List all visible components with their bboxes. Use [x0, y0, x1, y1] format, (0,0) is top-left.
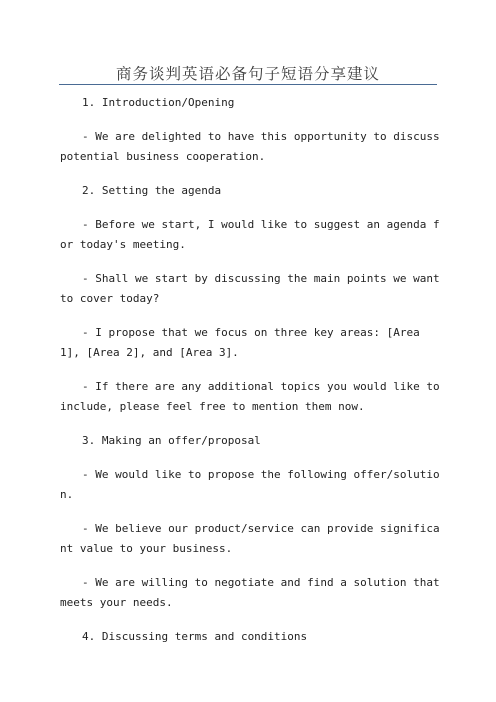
body-paragraph: - We would like to propose the following offer/solution. — [60, 468, 440, 501]
section-heading: 2. Setting the agenda — [82, 184, 222, 197]
body-paragraph: - We believe our product/service can provide significant value to your business. — [60, 522, 440, 555]
section-heading: 4. Discussing terms and conditions — [82, 630, 308, 643]
section-heading: 1. Introduction/Opening — [82, 96, 235, 109]
body-paragraph: - I propose that we focus on three key areas: [Area 1], [Area 2], and [Area 3]. — [60, 326, 420, 359]
body-paragraph: - Shall we start by discussing the main points we want to cover today? — [60, 272, 440, 305]
body-paragraph: - We are willing to negotiate and find a solution that meets your needs. — [60, 576, 440, 609]
body-paragraph: - Before we start, I would like to suggest an agenda for today's meeting. — [60, 218, 440, 251]
body-paragraph: - We are delighted to have this opportunity to discuss potential business cooperation. — [60, 130, 440, 163]
document-body — [60, 93, 442, 661]
document-title: 商务谈判英语必备句子短语分享建议 — [115, 65, 380, 83]
section-heading: 3. Making an offer/proposal — [82, 434, 261, 447]
body-paragraph: - If there are any additional topics you would like to include, please feel free to mention them now. — [60, 380, 440, 413]
title-underline — [59, 84, 437, 85]
